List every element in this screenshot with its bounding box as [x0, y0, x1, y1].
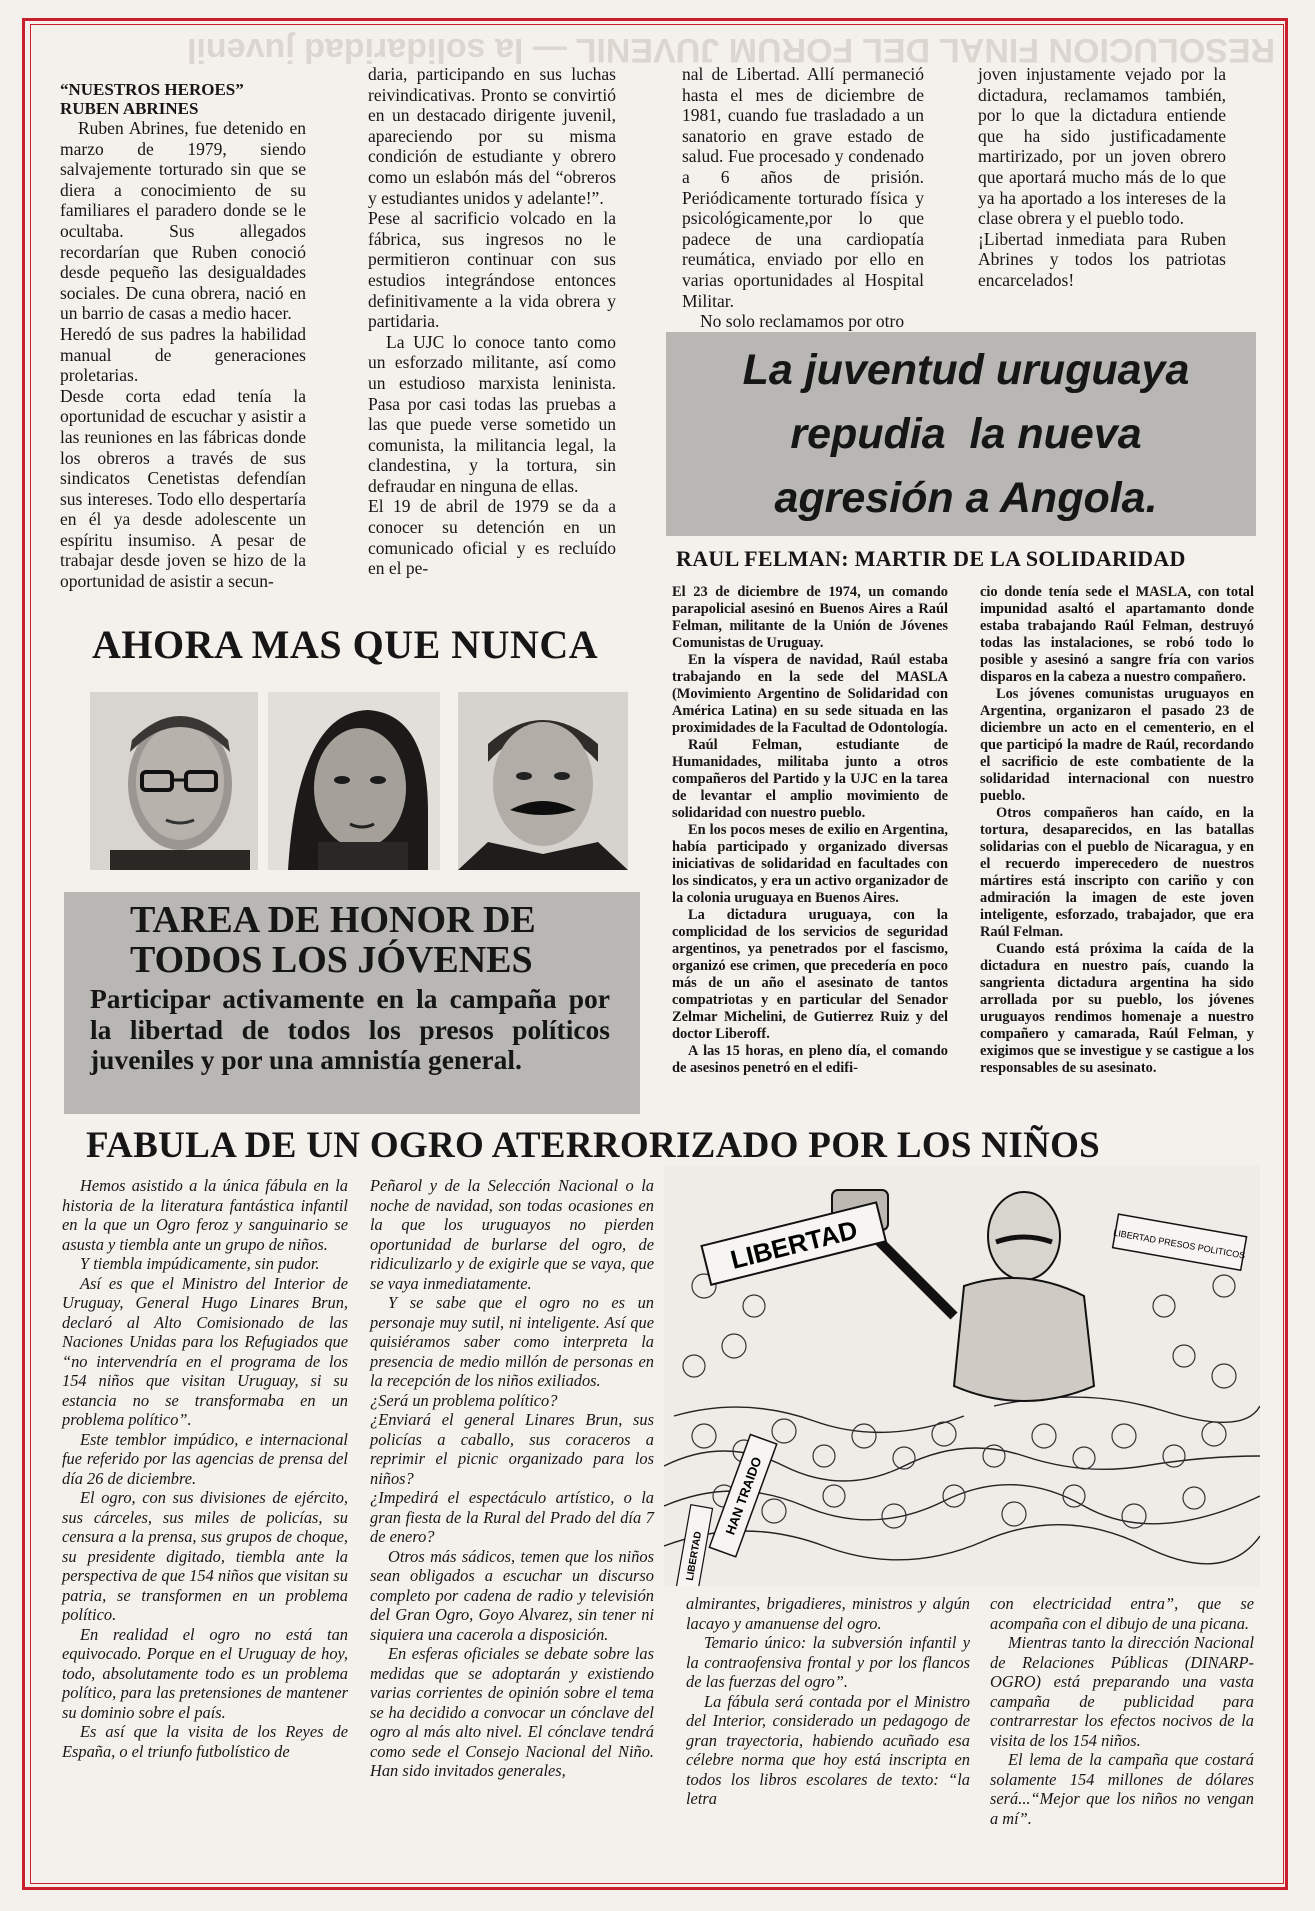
- heroes-col-2: [368, 64, 616, 579]
- ogro-cartoon-illustration: [664, 1166, 1260, 1586]
- paragraph: Ruben Abrines, fue detenido en marzo de 1979, siendo salvajemente torturado sin que se diera a conocimiento de su familiares el paradero donde se le ocultaba. Sus allegados recordarían que Ruben conoció desde pequeño las desigualdades sociales. De cuna obrera, nació en un barrio de casas a medio hacer.: [60, 118, 306, 324]
- ahora-headline: AHORA MAS QUE NUNCA: [92, 622, 599, 667]
- felman-col-2: [980, 584, 1254, 1077]
- ogro-cartoon: [664, 1166, 1260, 1586]
- cartoon-sign-3: LIBERTAD: [684, 1530, 705, 1582]
- portrait-photo-1: [90, 692, 258, 870]
- heroes-col-3: [682, 64, 924, 332]
- paragraph: Peñarol y de la Selección Nacional o la noche de navidad, son todas ocasiones en la que los uruguayos no pierden oportunidad de burlarse del ogro, de ridiculizarlo y de exigirle que se vaya, que se vaya inmediatamente.: [370, 1176, 654, 1293]
- portrait-1-illustration: [90, 692, 258, 870]
- portrait-2-illustration: [268, 692, 440, 870]
- paragraph: almirantes, brigadieres, ministros y algún lacayo y amanuense del ogro.: [686, 1594, 970, 1633]
- portrait-photo-2: [268, 692, 440, 870]
- paragraph: Así es que el Ministro del Interior de Uruguay, General Hugo Linares Brun, declaró al Alto Comisionado de las Naciones Unidas para los Refugiados que “no intervendría en el programa de los 154 niños que visitan Uruguay, si su estancia no se transformaba en un problema político”.: [62, 1273, 348, 1429]
- paragraph: El 19 de abril de 1979 se da a conocer su detención en un comunicado oficial y es recluído en el pe-: [368, 496, 616, 579]
- paragraph: Los jóvenes comunistas uruguayos en Argentina, organizaron el pasado 23 de diciembre un acto en el cementerio, en el que participó la madre de Raúl, recordando el sacrificio de este combatiente de la solidaridad internacional con nuestro pueblo.: [980, 686, 1254, 804]
- paragraph: En los pocos meses de exilio en Argentina, había participado y organizado diversas iniciativas de solidaridad en facultades con los sindicatos, y era un activo organizador de la colonia uruguaya en Buenos Aires.: [672, 822, 948, 906]
- tarea-heading-line-2: TODOS LOS JÓVENES: [130, 939, 533, 981]
- paragraph: Es así que la visita de los Reyes de España, o el triunfo futbolístico de: [62, 1722, 348, 1761]
- paragraph: La fábula será contada por el Ministro del Interior, considerado un pedagogo de gran trayectoria, habiendo acuñado esa célebre norma que hoy está inscripta en todos los libros escolares de texto: “la letra: [686, 1691, 970, 1808]
- paragraph: cio donde tenía sede el MASLA, con total impunidad asaltó el apartamanto donde estaba trabajando Raúl Felman, destruyó todas las instalaciones, se robó todo lo posible y asesinó a sangre fría con varios disparos en la cabeza a nuestro compañero.: [980, 584, 1254, 685]
- angola-line-2: repudia la nueva: [790, 410, 1142, 458]
- paragraph: con electricidad entra”, que se acompaña con el dibujo de una picana.: [990, 1594, 1254, 1633]
- felman-headline: RAUL FELMAN: MARTIR DE LA SOLIDARIDAD: [676, 546, 1186, 571]
- paragraph: Desde corta edad tenía la oportunidad de escuchar y asistir a las reuniones en las fábricas donde los obreros a través de sus sindicatos Cenetistas defendían sus intereses. Todo ello despertaría en él ya desde adolescente un espíritu insumiso. A pesar de trabajar desde joven se hizo de la oportunidad de asistir a secun-: [60, 385, 306, 592]
- paragraph: joven injustamente vejado por la dictadura, reclamamos también, por lo que la dictadura entiende que ha sido justificadamente martirizado, por un joven obrero que aportará mucho más de lo que ya ha aportado a los intereses de la clase obrera y el pueblo todo.: [978, 64, 1226, 229]
- portrait-photo-3: [458, 692, 628, 870]
- paragraph: Otros más sádicos, temen que los niños sean obligados a escuchar un discurso completo por cadena de radio y televisión del Gran Ogro, Goyo Alvarez, sin tener ni siquiera una cacerola a disposición.: [370, 1546, 654, 1644]
- portrait-3-illustration: [458, 692, 628, 870]
- paragraph: Mientras tanto la dirección Nacional de Relaciones Públicas (DINARP-OGRO) está preparando una vasta campaña de publicidad para contrarrestar los efectos nocivos de la visita de los 154 niños.: [990, 1633, 1254, 1750]
- heroes-kicker: “NUESTROS HEROES”: [60, 80, 244, 99]
- tarea-body: Participar activamente en la campaña por la libertad de todos los presos políticos juveniles y por una amnistía general.: [90, 983, 610, 1075]
- paragraph: Este temblor impúdico, e internacional fue referido por las agencias de prensa del día 26 de diciembre.: [62, 1429, 348, 1488]
- heroes-name: RUBEN ABRINES: [60, 99, 199, 118]
- fabula-col-1: [62, 1176, 348, 1761]
- paragraph: Temario único: la subversión infantil y la contraofensiva frontal y por los flancos de las fuerzas del ogro”.: [686, 1633, 970, 1691]
- paragraph: No solo reclamamos por otro: [700, 311, 905, 332]
- paragraph: ¿Enviará el general Linares Brun, sus policías a caballo, sus coraceros a reprimir el picnic organizado para los niños?: [370, 1410, 654, 1488]
- paragraph: Heredó de sus padres la habilidad manual de generaciones proletarias.: [60, 323, 306, 386]
- angola-line-3: agresión a Angola.: [774, 474, 1158, 522]
- fabula-col-3: [686, 1594, 970, 1809]
- tarea-box: [64, 892, 640, 1114]
- paragraph: El ogro, con sus divisiones de ejército, sus cárceles, sus miles de policías, su censura a la prensa, sus grupos de choque, su presidente digitado, tiembla ante la perspectiva de que 154 niños que visitan su patria, se transformen en un problema político.: [62, 1488, 348, 1624]
- paragraph: En esferas oficiales se debate sobre las medidas que se adoptarán y existiendo varias corrientes de opinión sobre el tema se ha decidido a convocar un cónclave del ogro al más alto nivel. El cónclave tendrá como sede el Consejo Nacional del Niño. Han sido invitados generales,: [370, 1644, 654, 1780]
- cartoon-sign-2: HAN TRAIDO: [722, 1454, 765, 1537]
- paragraph: Pese al sacrificio volcado en la fábrica, sus ingresos no le permitieron continuar con sus estudios integrándose entonces definitivamente a la vida obrera y partidaria.: [368, 208, 616, 332]
- paragraph: ¿Será un problema político?: [370, 1390, 558, 1410]
- paragraph: La UJC lo conoce tanto como un esforzado militante, así como un estudioso marxista leninista. Pasa por casi todas las pruebas a las que puede verse sometido un comunista, la militancia legal, la clandestina, y la tortura, sin defraudar en ninguna de ellas.: [368, 331, 616, 496]
- fabula-col-2: [370, 1176, 654, 1781]
- paragraph: Otros compañeros han caído, en la tortura, desaparecidos, en las batallas solidarias con el pueblo de Nicaragua, y en el recuerdo imperecedero de nuestros mártires está inscripto con cariño y con admiración la imagen de este joven inteligente, esforzado, trabajador, que era Raúl Felman.: [980, 805, 1254, 940]
- paragraph: Raúl Felman, estudiante de Humanidades, militaba junto a otros compañeros del Partido y la UJC en la tarea de levantar el amplio movimiento de solidaridad con nuestro pueblo.: [672, 737, 948, 821]
- paragraph: nal de Libertad. Allí permaneció hasta el mes de diciembre de 1981, cuando fue trasladado a un sanatorio en grave estado de salud. Fue procesado y condenado a 6 años de prisión. Periódicamente torturado física y psicológicamente,por lo que padece de una cardiopatía reumática, enviado por ello en varias oportunidades al Hospital Militar.: [682, 64, 924, 311]
- paragraph: El lema de la campaña que costará solamente 154 millones de dólares será...“Mejor que los niños no vengan a mí”.: [990, 1750, 1254, 1828]
- paragraph: En realidad el ogro no está tan equivocado. Porque en el Uruguay de hoy, todo, absolutamente todo es un problema político, para las pretensiones de mantener su dominio sobre el país.: [62, 1624, 348, 1722]
- paragraph: A las 15 horas, en pleno día, el comando de asesinos penetró en el edifi-: [672, 1043, 948, 1076]
- paragraph: ¿Impedirá el espectáculo artístico, o la gran fiesta de la Rural del Prado del día 7 de enero?: [370, 1488, 654, 1546]
- paragraph: Y se sabe que el ogro no es un personaje muy sutil, ni inteligente. Así que quisiéramos saber como interpreta la presencia de medio millón de personas en la recepción de los niños exiliados.: [370, 1293, 654, 1390]
- angola-box: [666, 332, 1256, 536]
- felman-col-1: [672, 584, 948, 1077]
- paragraph: El 23 de diciembre de 1974, un comando parapolicial asesinó en Buenos Aires a Raúl Felman, militante de la Unión de Jóvenes Comunistas de Uruguay.: [672, 584, 948, 651]
- tarea-heading-line-1: TAREA DE HONOR DE: [130, 899, 536, 941]
- paragraph: En la víspera de navidad, Raúl estaba trabajando en la sede del MASLA (Movimiento Argentino de Solidaridad con América Latina) en su sede situada en las proximidades de la Facultad de Odontología.: [672, 652, 948, 736]
- fabula-headline: FABULA DE UN OGRO ATERRORIZADO POR LOS NIÑOS: [86, 1125, 1101, 1166]
- heroes-col-1: [60, 80, 306, 592]
- fabula-col-4: [990, 1594, 1254, 1828]
- paragraph: ¡Libertad inmediata para Ruben Abrines y todos los patriotas encarcelados!: [978, 228, 1226, 290]
- paragraph: Cuando está próxima la caída de la dictadura en nuestro país, cuando la sangrienta dictadura argentina ha sido arrollada por su pueblo, los jóvenes uruguayos rendimos homenaje a nuestro compañero y camarada, Raúl Felman, y exigimos que se investigue y se castigue a los responsables de su asesinato.: [980, 941, 1254, 1076]
- paragraph: daria, participando en sus luchas reivindicativas. Pronto se convirtió en un destacado dirigente juvenil, apareciendo por su misma condición de estudiante y obrero como un eslabón más del “obreros y estudiantes unidos y adelante!”.: [368, 64, 616, 208]
- bleed-through-header: RESOLUCION FINAL DEL FORUM JUVENIL — la solidaridad juvenil: [186, 31, 1275, 69]
- angola-line-1: La juventud uruguaya: [742, 346, 1190, 394]
- cartoon-banner: LIBERTAD: [727, 1214, 861, 1275]
- cartoon-sign-1: LIBERTAD PRESOS POLITICOS: [1112, 1227, 1246, 1261]
- paragraph: Hemos asistido a la única fábula en la historia de la literatura fantástica infantil en la que un Ogro feroz y sanguinario se asusta y tiembla ante un grupo de niños.: [62, 1176, 348, 1254]
- paragraph: La dictadura uruguaya, con la complicidad de los servicios de seguridad argentinos, ya penetrados por el fascismo, organizó ese crimen, que precedería en poco más de un año el asesinato de tantos compatriotas y en particular del Senador Zelmar Michelini, de Gutierrez Ruiz y del doctor Liberoff.: [672, 907, 948, 1042]
- heroes-col-4: [978, 64, 1226, 291]
- paragraph: Y tiembla impúdicamente, sin pudor.: [80, 1254, 320, 1273]
